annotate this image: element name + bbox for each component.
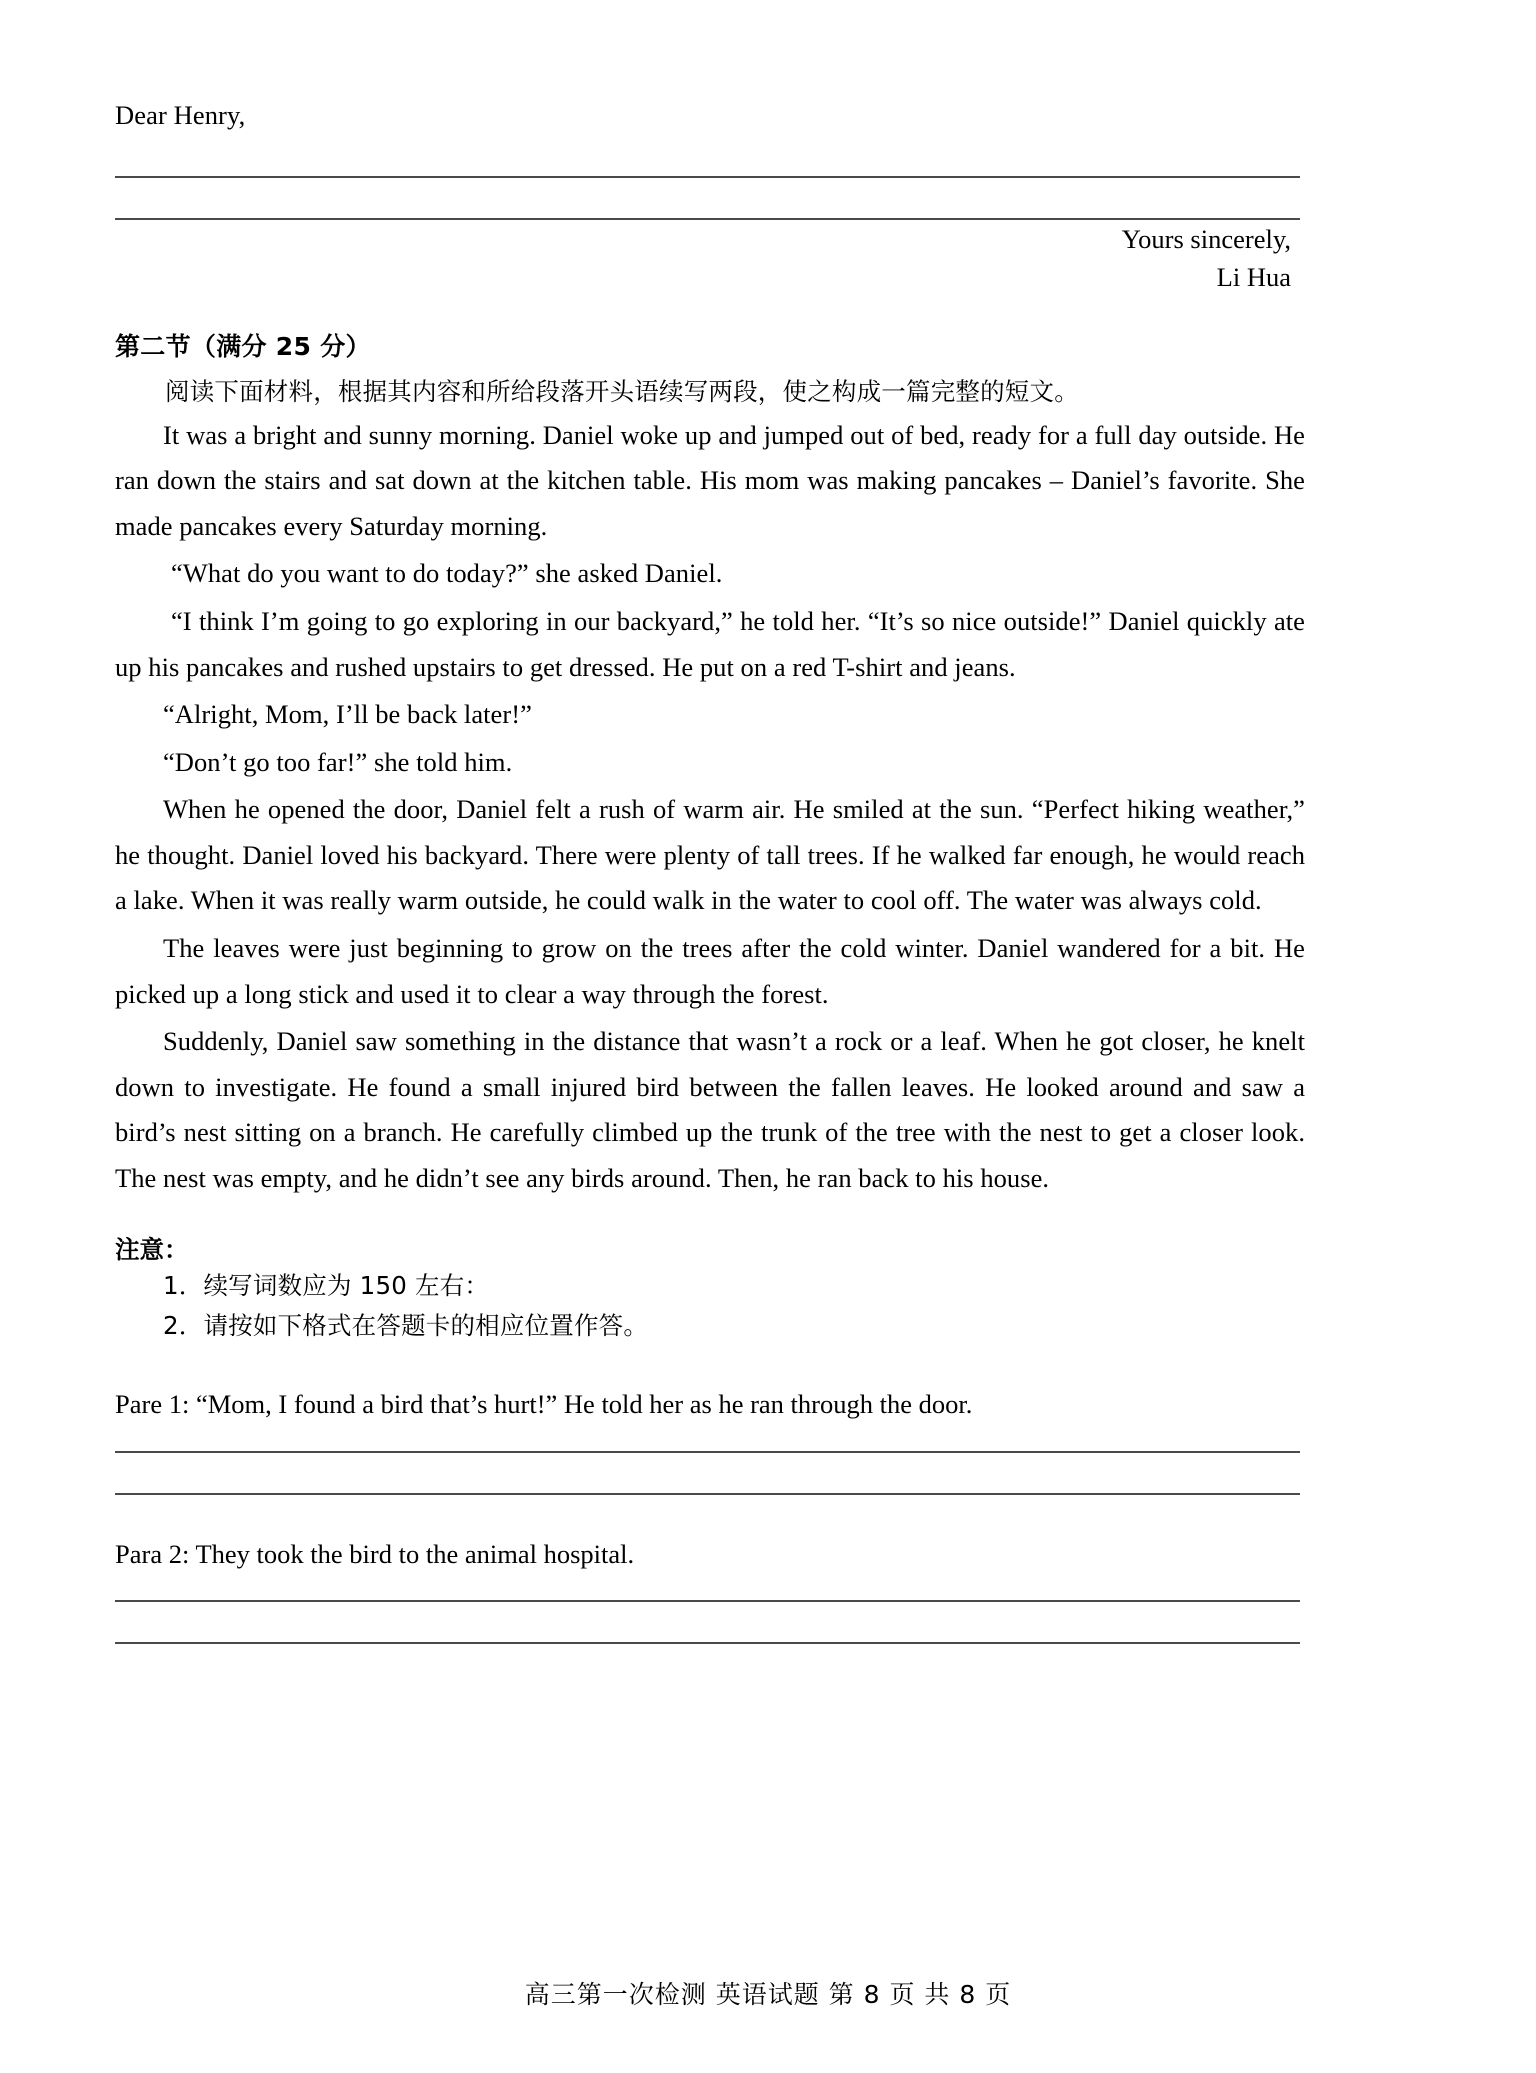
story-paragraph: It was a bright and sunny morning. Daniel woke up and jumped out of bed, ready for a full day outside. He ran down the stairs and sat down at the kitchen table. His mom was making pancakes – Daniel’s favorite. She made pancakes every Saturday morning. [115,419,1305,541]
page-footer: 高三第一次检测 英语试题 第 8 页 共 8 页 [524,1980,1012,2009]
notice-item: 1．续写词数应为 150 左右： [163,1271,490,1301]
letter-closing [115,220,1305,297]
continuation-para2-label: Para 2: They took the bird to the animal hospital. [115,1538,635,1569]
letter-signature: Li Hua [1216,262,1291,293]
writing-blank-line[interactable] [115,1642,1300,1644]
spacer [115,1602,1305,1642]
para1-answer-lines [115,1451,1305,1495]
story-paragraph: “I think I’m going to go exploring in our backyard,” he told her. “It’s so nice outside!” Daniel quickly ate up his pancakes and rushed upstairs to get dressed. He put on a red T-shirt and jeans. [115,605,1305,682]
para2-answer-lines [115,1600,1305,1644]
section-instruction: 阅读下面材料，根据其内容和所给段落开头语续写两段，使之构成一篇完整的短文。 [165,376,1079,406]
continuation-para1-label: Pare 1: “Mom, I found a bird that’s hurt!” He told her as he ran through the door. [115,1388,973,1419]
story-paragraph: “Alright, Mom, I’ll be back later!” [163,699,532,730]
section-heading: 第二节（满分 25 分） [115,331,371,361]
story-paragraph: “Don’t go too far!” she told him. [163,746,513,777]
spacer [115,132,1305,176]
notice-heading: 注意： [115,1235,189,1265]
letter-salutation: Dear Henry, [115,100,246,130]
story-paragraph: “What do you want to do today?” she asked Daniel. [171,558,723,589]
story-paragraph: The leaves were just beginning to grow on the trees after the cold winter. Daniel wandered for a bit. He picked up a long stick and used it to clear a way through the forest. [115,932,1305,1009]
notice-item: 2．请按如下格式在答题卡的相应位置作答。 [163,1310,649,1340]
letter-answer-lines [115,132,1305,220]
letter-closing-salutation: Yours sincerely, [1121,223,1291,254]
spacer [115,1453,1305,1493]
story-paragraph: Suddenly, Daniel saw something in the distance that wasn’t a rock or a leaf. When he got closer, he knelt down to investigate. He found a small injured bird between the fallen leaves. He looked around and saw a bird’s nest sitting on a branch. He carefully climbed up the trunk of the tree with the nest to get a closer look. The nest was empty, and he didn’t see any birds around. Then, he ran back to his house. [115,1026,1305,1193]
page-content [115,0,1305,1644]
spacer [115,178,1305,218]
writing-blank-line[interactable] [115,1493,1300,1495]
story-paragraph: When he opened the door, Daniel felt a rush of warm air. He smiled at the sun. “Perfect hiking weather,” he thought. Daniel loved his backyard. There were plenty of tall trees. If he walked far enough, he would reach a lake. When it was really warm outside, he could walk in the water to cool off. The water was always cold. [115,794,1305,916]
